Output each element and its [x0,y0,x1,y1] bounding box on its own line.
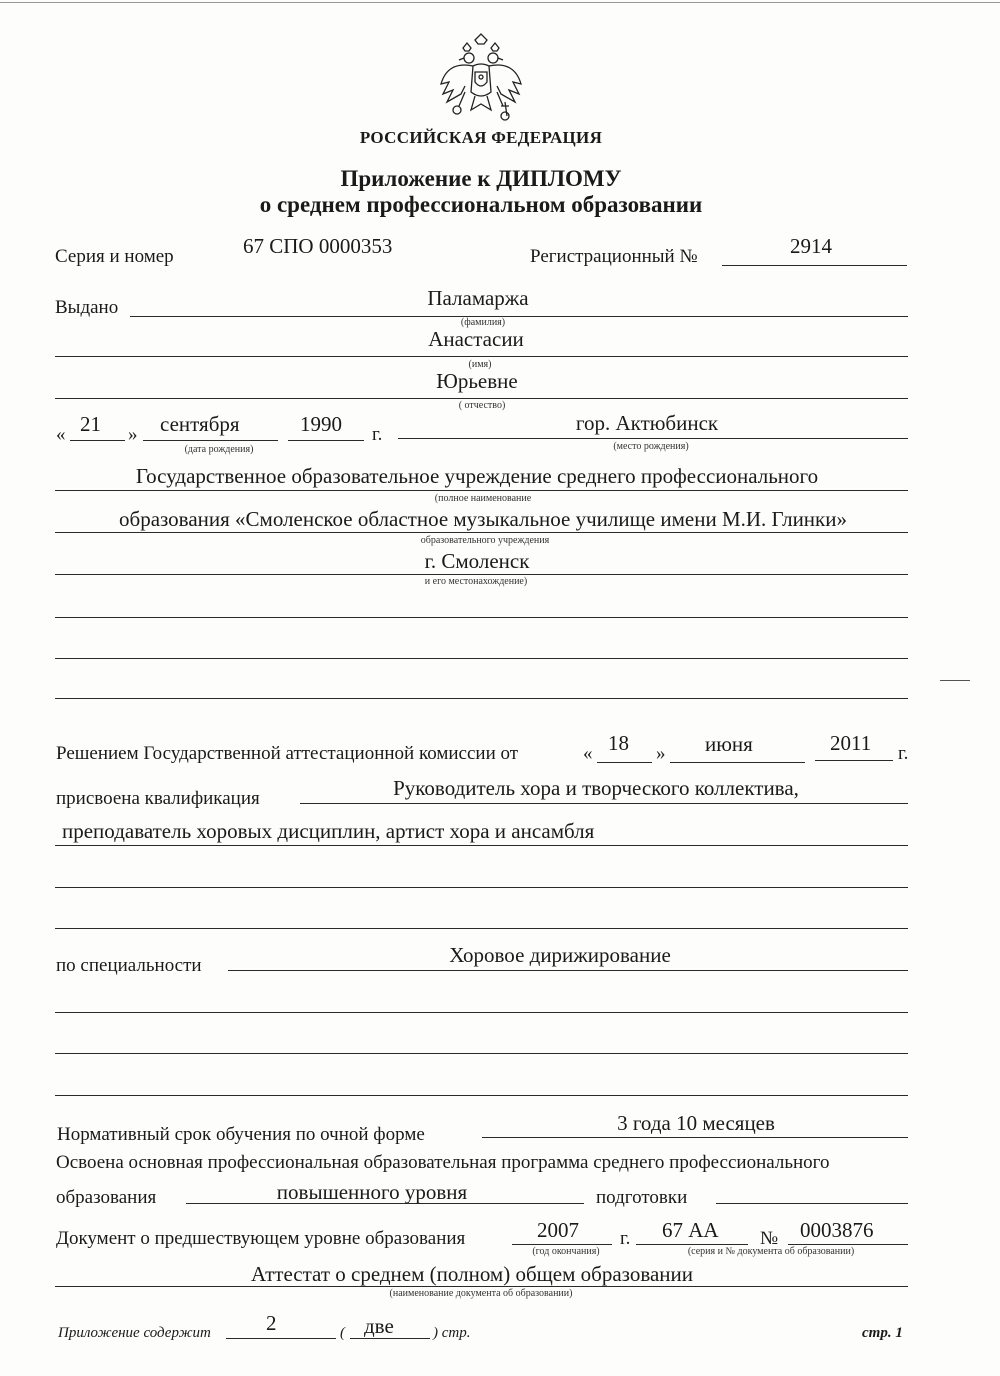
institution-location: г. Смоленск [424,549,530,573]
birth-close-quote: » [128,424,138,445]
prev-doc-number: 0003876 [800,1218,874,1242]
prev-doc-year-suffix: г. [620,1228,631,1249]
institution-line1: Государственное образовательное учреждение среднего профессионального [135,464,819,488]
birth-open-quote: « [56,424,66,445]
program-label-end: подготовки [596,1187,688,1208]
issued-label: Выдано [55,297,119,318]
registration-label: Регистрационный № [530,246,698,267]
qualification-line2: преподаватель хоровых дисциплин, артист хора и ансамбля [62,819,595,843]
birth-month: сентября [160,412,240,436]
qualification-label: присвоена квалификация [56,788,260,809]
prev-doc-label: Документ о предшествующем уровне образования [56,1228,466,1249]
document-subtitle: о среднем профессиональном образовании [259,192,703,217]
document-title: Приложение к ДИПЛОМУ [340,166,622,191]
double-headed-eagle-emblem [435,32,527,124]
program-line1: Освоена основная профессиональная образовательная программа среднего профессионального [56,1152,830,1173]
prev-doc-year: 2007 [537,1218,579,1242]
name-value: Анастасии [428,327,524,351]
prev-doc-name: Аттестат о среднем (полном) общем образовании [250,1262,694,1286]
birth-place-caption: (место рождения) [613,441,689,452]
birth-date-caption: (дата рождения) [184,444,254,455]
birth-day: 21 [80,412,101,436]
prev-doc-series-caption: (серия и № документа об образовании) [687,1246,855,1257]
program-label-start: образования [56,1187,157,1208]
institution-caption1: (полное наименование [434,493,532,504]
birth-year-suffix: г. [372,424,383,445]
prev-doc-number-label: № [760,1228,779,1249]
duration-label: Нормативный срок обучения по очной форме [57,1124,425,1145]
institution-line2: образования «Смоленское областное музыкальное училище имени М.И. Глинки» [119,507,847,531]
specialty-value: Хоровое дирижирование [449,943,671,967]
birth-place: гор. Актюбинск [575,411,719,435]
registration-value: 2914 [790,234,832,258]
qualification-line1: Руководитель хора и творческого коллектива, [393,776,799,800]
decision-year: 2011 [830,731,872,755]
patronymic-caption: ( отчество) [458,400,506,411]
duration-value: 3 года 10 месяцев [617,1111,775,1135]
decision-day: 18 [608,731,629,755]
series-value: 67 СПО 0000353 [243,234,393,258]
surname-value: Паламаржа [427,286,529,310]
decision-month: июня [705,732,753,756]
footer-open-paren: ( [340,1325,345,1341]
institution-caption3: и его местонахождение) [424,576,528,587]
prev-doc-series: 67 АА [662,1218,719,1242]
footer-pages-words: две [364,1314,394,1338]
prev-doc-year-caption: (год окончания) [532,1246,600,1257]
footer-page-label: стр. 1 [862,1325,903,1341]
footer-contains-label: Приложение содержит [58,1325,211,1341]
country-title: РОССИЙСКАЯ ФЕДЕРАЦИЯ [359,128,603,147]
surname-caption: (фамилия) [460,317,506,328]
patronymic-value: Юрьевне [436,369,518,393]
institution-caption2: образовательного учреждения [420,535,550,546]
series-label: Серия и номер [55,246,174,267]
footer-close-paren: ) стр. [433,1325,471,1341]
decision-close-quote: » [656,743,666,764]
decision-year-suffix: г. [898,743,909,764]
name-caption: (имя) [468,359,492,370]
decision-label: Решением Государственной аттестационной комиссии от [56,743,519,764]
decision-open-quote: « [583,743,593,764]
birth-year: 1990 [300,412,342,436]
footer-pages-number: 2 [266,1311,277,1335]
program-level: повышенного уровня [276,1180,468,1204]
specialty-label: по специальности [56,955,202,976]
prev-doc-name-caption: (наименование документа об образовании) [389,1288,573,1299]
